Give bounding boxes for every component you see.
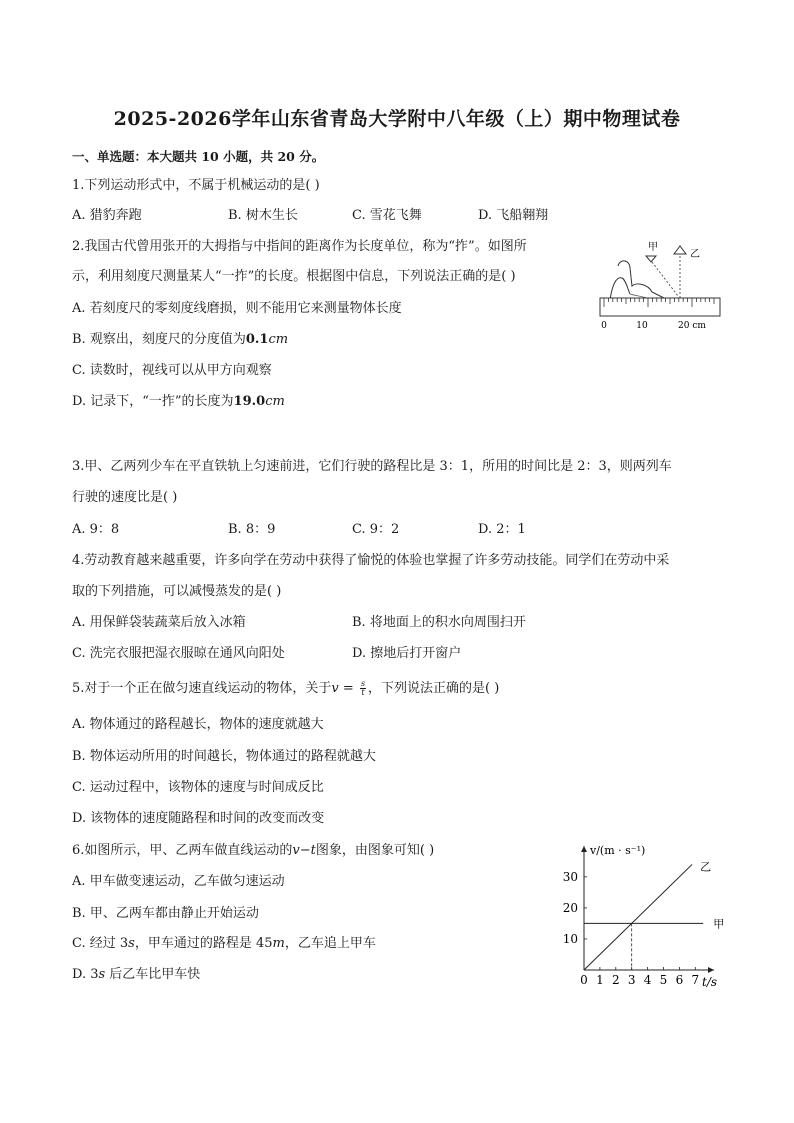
q3-option-c: C. 9：2 [352,522,400,537]
q2-option-d-value: 19.0 [233,394,266,409]
q6-option-b: B. 甲、乙两车都由静止开始运动 [72,906,259,921]
q6-option-d-part1: D. 3 [72,967,99,982]
q6-option-c-unit-m: m [272,936,285,951]
q5-stem [72,680,499,698]
q4-option-a: A. 用保鲜袋装蔬菜后放入冰箱 [72,615,246,630]
q4-option-c: C. 洗完衣服把湿衣服晾在通风向阳处 [72,646,285,661]
q6-option-a: A. 甲车做变速运动，乙车做匀速运动 [72,874,285,889]
q6-option-c-part2: ，甲车通过的路程是 45 [134,936,273,951]
x-tick-label: 0 [580,973,588,987]
q5-option-b: B. 物体运动所用的时间越长，物体通过的路程就越大 [72,749,376,764]
q2-option-a: A. 若刻度尺的零刻度线磨损，则不能用它来测量物体长度 [72,301,402,316]
q2-stem-line-2: 示，利用刻度尺测量某人“一拃”的长度。根据图中信息，下列说法正确的是( ) [72,269,516,284]
q3-option-d: D. 2：1 [478,522,526,537]
q5-formula-fraction [360,680,366,697]
q6-option-c-part1: C. 经过 3 [72,936,129,951]
q1-option-c: C. 雪花飞舞 [352,208,422,223]
page-title: 2025-2026学年山东省青岛大学附中八年级（上）期中物理试卷 [113,108,681,130]
x-tick-label: 4 [643,973,652,987]
ruler-label-10: 10 [636,321,648,331]
q3-option-a: A. 9：8 [72,522,120,537]
q2-option-b [72,331,288,349]
chart-ylabel: v/(m · s⁻¹) [590,844,646,857]
section-heading: 一、单选题：本大题共 10 小题，共 20 分。 [72,149,325,164]
q2-option-d-text: D. 记录下，“一拃”的长度为 [72,394,234,409]
x-tick-label: 5 [659,973,668,987]
q6-option-d [72,966,200,984]
label-yi: 乙 [690,249,700,260]
q1-stem: 1.下列运动形式中，不属于机械运动的是( ) [72,178,320,193]
q6-option-c-part3: ，乙车追上甲车 [284,936,376,951]
q5-formula-eq: = [338,681,358,696]
x-tick-label: 1 [596,973,604,987]
ruler-label-0: 0 [601,321,607,331]
series-line-yi [584,864,692,970]
q2-option-b-text: B. 观察出，刻度尺的分度值为 [72,332,246,347]
x-tick-label: 7 [691,973,700,987]
q2-option-d-unit: cm [265,394,285,409]
ruler-label-20: 20 cm [678,321,706,331]
q3-stem-line-1: 3.甲、乙两列少车在平直铁轨上匀速前进，它们行驶的路程比是 3：1，所用的时间比是 2：3，则两列车 [72,459,672,474]
q5-stem-after: ，下列说法正确的是( ) [368,681,500,696]
series-label-yi: 乙 [700,860,712,874]
q4-stem-line-1: 4.劳动教育越来越重要，许多向学在劳动中获得了愉悦的体验也掌握了许多劳动技能。同学们在劳动中采 [72,553,670,568]
q5-option-d: D. 该物体的速度随路程和时间的改变而改变 [72,811,325,826]
q5-formula-lhs: v [331,681,339,696]
series-label-jia: 甲 [713,917,725,931]
ruler-body [600,298,720,316]
q6-stem-math: v−t [292,843,316,858]
x-axis-arrow-icon [708,967,714,973]
q6-stem [72,842,434,860]
y-axis-arrow-icon [581,846,587,852]
y-tick-label: 30 [562,869,578,884]
label-jia: 甲 [648,242,658,253]
q2-option-b-unit: cm [268,332,289,347]
q4-stem-line-2: 取的下列措施，可以减慢蒸发的是( ) [72,584,282,599]
q6-option-d-unit-s: s [98,967,106,982]
q4-option-d: D. 擦地后打开窗户 [352,646,462,661]
x-tick-label: 2 [611,973,620,987]
q6-option-d-part2: 后乙车比甲车快 [105,967,201,982]
q6-stem-before: 6.如图所示，甲、乙两车做直线运动的 [72,843,293,858]
q3-stem-line-2: 行驶的速度比是( ) [72,490,178,505]
chart-xlabel: t/s [702,975,718,989]
hand-ruler-figure [596,238,722,334]
q5-option-c: C. 运动过程中，该物体的速度与时间成反比 [72,780,324,795]
q5-formula-den: t [361,688,365,697]
hand-thumb [610,278,630,300]
eye-jia-icon [646,256,656,262]
q2-option-b-value: 0.1 [245,332,269,347]
y-tick-label: 20 [562,900,578,915]
q6-stem-after: 图象，由图象可知( ) [315,843,435,858]
q6-option-c [72,935,376,953]
q4-option-b: B. 将地面上的积水向周围扫开 [352,615,526,630]
x-tick-label: 3 [627,973,636,987]
q5-stem-before: 5.对于一个正在做匀速直线运动的物体，关于 [72,681,332,696]
eye-yi-icon [674,246,686,254]
hand-outline [618,261,678,301]
y-tick-label: 10 [562,931,578,946]
q5-formula-num: s [360,679,366,688]
q2-option-d [72,393,285,411]
x-tick-label: 6 [675,973,684,987]
q1-option-d: D. 飞船翱翔 [478,208,549,223]
q1-option-b: B. 树木生长 [228,208,298,223]
q6-option-c-unit-s: s [128,936,135,951]
vt-marks [584,860,724,970]
vt-chart [556,838,726,994]
q2-option-c: C. 读数时，视线可以从甲方向观察 [72,363,272,378]
q1-option-a: A. 猎豹奔跑 [72,208,142,223]
q2-stem-line-1: 2.我国古代曾用张开的大拇指与中指间的距离作为长度单位，称为“拃”。如图所 [72,239,527,254]
q3-option-b: B. 8：9 [228,522,276,537]
q5-option-a: A. 物体通过的路程越长，物体的速度就越大 [72,717,324,732]
sightline-jia [652,262,678,296]
